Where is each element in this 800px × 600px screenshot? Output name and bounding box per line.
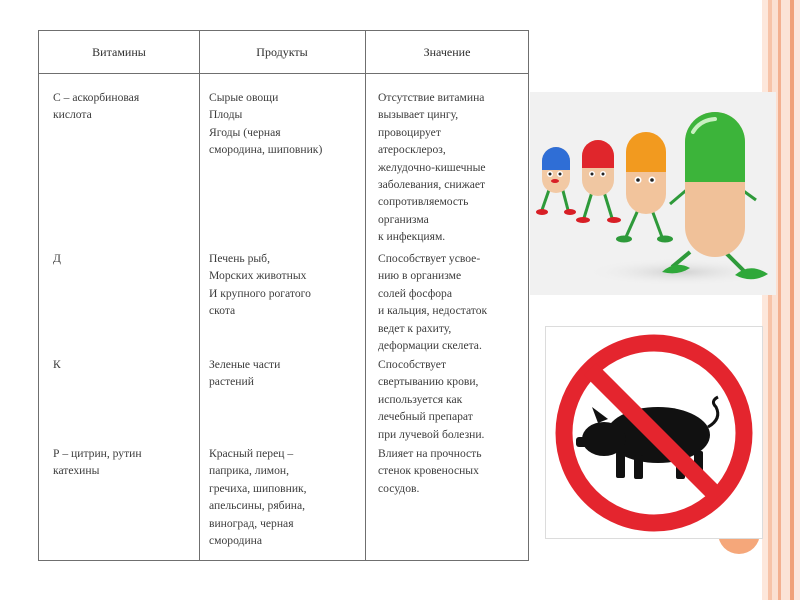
vitamin-cell-d: Д [53,252,61,265]
no-pork-sign-icon [546,327,762,538]
vitamin-pills-illustration [530,92,776,295]
products-cell-p: Красный перец – паприка, лимон, гречиха, шиповник, апельсины, рябина, виноград, черная смородина [209,447,307,548]
pills-icon [530,92,776,295]
column-divider [199,31,200,560]
meaning-cell-p: Влияет на прочность стенок кровеносных сосудов. [378,447,482,495]
no-pork-sign [545,326,763,539]
products-cell-c: Сырые овощи Плоды Ягоды (черная смородина, шиповник) [209,91,323,157]
column-divider [365,31,366,560]
vitamin-cell-k: К [53,358,61,371]
vitamins-table [38,30,529,561]
products-cell-d: Печень рыб, Морских животных И крупного рогатого скота [209,252,311,318]
meaning-cell-k: Способствует свертыванию крови, используется как лечебный препарат при лучевой болезни. [378,358,485,441]
header-products: Продукты [256,45,308,59]
vitamin-cell-p: Р – цитрин, рутин катехины [53,447,142,478]
header-meaning: Значение [423,45,471,59]
meaning-cell-d: Способствует усвое- нию в организме солей фосфора и кальция, недостаток ведет к рахиту, деформации скелета. [378,252,488,353]
decorative-side-stripes [762,0,800,600]
vitamin-cell-c: С – аскорбиновая кислота [53,91,140,122]
header-vitamins: Витамины [92,45,146,59]
meaning-cell-c: Отсутствие витамина вызывает цингу, провоцирует атеросклероз, желудочно-кишечные заболевания, снижает сопротивляемость организма к инфекциям. [378,91,486,244]
products-cell-k: Зеленые части растений [209,358,281,389]
table-header-row [39,31,528,74]
